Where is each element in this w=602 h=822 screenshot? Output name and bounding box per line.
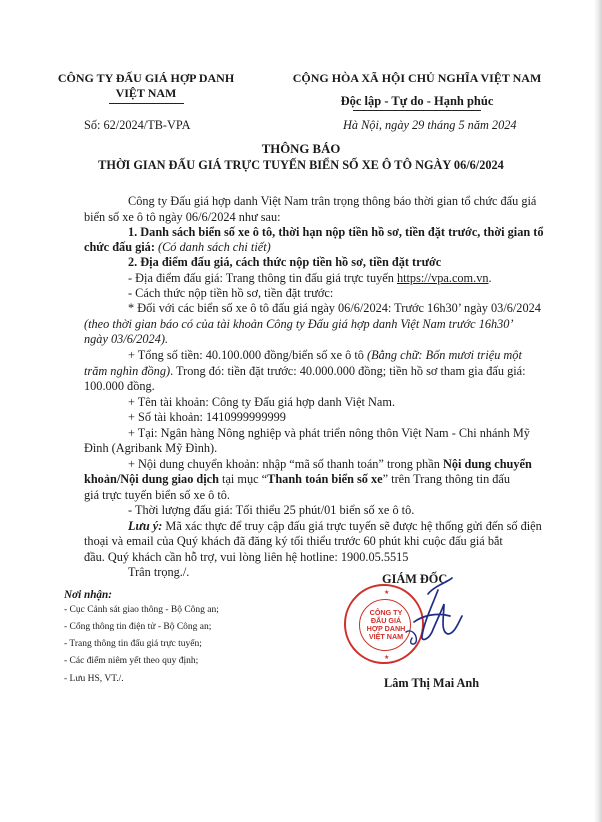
- transfer-content-field: Nội dung chuyển: [442, 457, 532, 471]
- seal-text-line-3: HỢP DANH: [366, 624, 406, 633]
- place-and-date: Hà Nội, ngày 29 tháng 5 năm 2024: [343, 118, 517, 132]
- company-name-line2: VIỆT NAM: [115, 86, 177, 100]
- company-underline: [109, 103, 184, 104]
- note-label: Lưu ý:: [128, 519, 163, 533]
- total-amount-words: (Bằng chữ: Bốn mươi triệu một: [366, 348, 522, 362]
- website-link[interactable]: https://vpa.com.vn: [396, 271, 489, 285]
- company-name-line1: CÔNG TY ĐẤU GIÁ HỢP DANH: [57, 71, 235, 85]
- intro-line-1: Công ty Đấu giá hợp danh Việt Nam trân trọng thông báo thời gian tổ chức đấu giá: [128, 194, 537, 208]
- auction-duration: - Thời lượng đấu giá: Tối thiểu 25 phút/01 biển số xe ô tô.: [128, 503, 415, 517]
- section-1-heading-cont: [84, 239, 271, 255]
- total-amount-line-2: [84, 363, 526, 379]
- note-line-1: [128, 518, 542, 534]
- signature-stroke: [414, 578, 462, 639]
- recipient-item: - Các điểm niêm yết theo quy định;: [64, 656, 199, 666]
- seal-text-line-2: ĐẤU GIÁ: [370, 616, 402, 625]
- notice-subtitle: THỜI GIAN ĐẤU GIÁ TRỰC TUYẾN BIỂN SỐ XE Ô TÔ NGÀY 06/6/2024: [98, 158, 504, 172]
- motto-underline: [353, 110, 481, 111]
- recipient-item: - Cổng thông tin điện tử - Bộ Công an;: [64, 622, 212, 632]
- bank-line-1: + Tại: Ngân hàng Nông nghiệp và phát triển nông thôn Việt Nam - Chi nhánh Mỹ: [128, 426, 530, 440]
- recipient-item: - Trang thông tin đấu giá trực tuyến;: [64, 639, 202, 649]
- seal-text-line-4: VIỆT NAM: [368, 632, 404, 641]
- notice-title: THÔNG BÁO: [261, 142, 341, 156]
- note-text: Mã xác thực để truy cập đấu giá trực tuyến sẽ được hệ thống gửi đến số điện: [162, 519, 542, 533]
- transfer-content-label: + Nội dung chuyển khoản: nhập “mã số thanh toán” trong phần: [128, 457, 443, 471]
- deadline-line-3: ngày 03/6/2024).: [84, 332, 169, 346]
- total-amount-text: + Tổng số tiền: 40.100.000 đồng/biển số xe ô tô: [128, 348, 367, 362]
- total-amount-line-3: 100.000 đồng.: [84, 379, 155, 393]
- transfer-content-line-1: [128, 456, 532, 472]
- section-2-heading: 2. Địa điểm đấu giá, cách thức nộp tiền hồ sơ, tiền đặt trước: [128, 255, 442, 269]
- intro-line-2: biển số xe ô tô ngày 06/6/2024 như sau:: [84, 210, 281, 224]
- total-breakdown: . Trong đó: tiền đặt trước: 40.000.000 đồng; tiền hồ sơ tham gia đấu giá:: [170, 364, 526, 378]
- recipient-item: - Lưu HS, VT./.: [64, 674, 124, 684]
- signer-title: GIÁM ĐỐC: [382, 572, 448, 586]
- note-line-3: đầu. Quý khách cần hỗ trợ, vui lòng liên hệ hotline: 1900.05.5515: [84, 550, 409, 564]
- transfer-content-line-2: [84, 471, 510, 487]
- location-label: - Địa điểm đấu giá: Trang thông tin đấu giá trực tuyến: [128, 271, 397, 285]
- country-name: CỘNG HÒA XÃ HỘI CHỦ NGHĨA VIỆT NAM: [292, 71, 542, 85]
- seal-star-top: ★: [384, 590, 390, 596]
- payment-method: - Cách thức nộp tiền hồ sơ, tiền đặt trước:: [128, 286, 334, 300]
- handwritten-signature: [378, 576, 468, 666]
- account-name: + Tên tài khoản: Công ty Đấu giá hợp danh Việt Nam.: [128, 395, 396, 409]
- total-amount-words-cont: trăm nghìn đồng): [84, 364, 171, 378]
- seal-star-bottom: ★: [384, 655, 390, 661]
- total-amount-line-1: [128, 347, 522, 363]
- page-edge-shadow: [594, 0, 602, 822]
- transfer-section-name: Thanh toán biển số xe: [267, 472, 383, 486]
- document-number: Số: 62/2024/TB-VPA: [84, 118, 191, 132]
- recipients-label: Nơi nhận:: [64, 589, 112, 601]
- transfer-on-site: ” trên Trang thông tin đấu: [382, 472, 511, 486]
- section-1-note: (Có danh sách chi tiết): [158, 240, 271, 254]
- section-1-heading-tail: chức đấu giá:: [84, 240, 158, 254]
- transfer-content-line-3: giá trực tuyến biển số xe ô tô.: [84, 488, 230, 502]
- location-suffix: .: [488, 271, 492, 285]
- signer-name: Lâm Thị Mai Anh: [384, 676, 480, 690]
- closing-greeting: Trân trọng./.: [128, 565, 190, 579]
- auction-location: [128, 270, 492, 286]
- note-line-2: thoại và email của Quý khách đã đăng ký tối thiểu trước 60 phút khi cuộc đấu giá bắt: [84, 534, 503, 548]
- signature-flourish: [406, 631, 416, 644]
- transfer-at-section: tại mục “: [218, 472, 268, 486]
- seal-text-line-1: CÔNG TY: [369, 608, 403, 617]
- transfer-content-field-cont: khoản/Nội dung giao dịch: [84, 472, 219, 486]
- national-motto: Độc lập - Tự do - Hạnh phúc: [340, 94, 494, 108]
- bank-line-2: Đình (Agribank Mỹ Đình).: [84, 441, 218, 455]
- deadline-line-1: * Đối với các biển số xe ô tô đấu giá ngày 06/6/2024: Trước 16h30’ ngày 03/6/2024: [128, 301, 541, 315]
- deadline-line-2: (theo thời gian báo có của tài khoản Công ty Đấu giá hợp danh Việt Nam trước 16h30’: [84, 317, 514, 331]
- section-1-heading: 1. Danh sách biển số xe ô tô, thời hạn nộp tiền hồ sơ, tiền đặt trước, thời gian tổ: [128, 225, 544, 239]
- recipient-item: - Cục Cảnh sát giao thông - Bộ Công an;: [64, 605, 219, 615]
- account-number: + Số tài khoản: 1410999999999: [128, 410, 286, 424]
